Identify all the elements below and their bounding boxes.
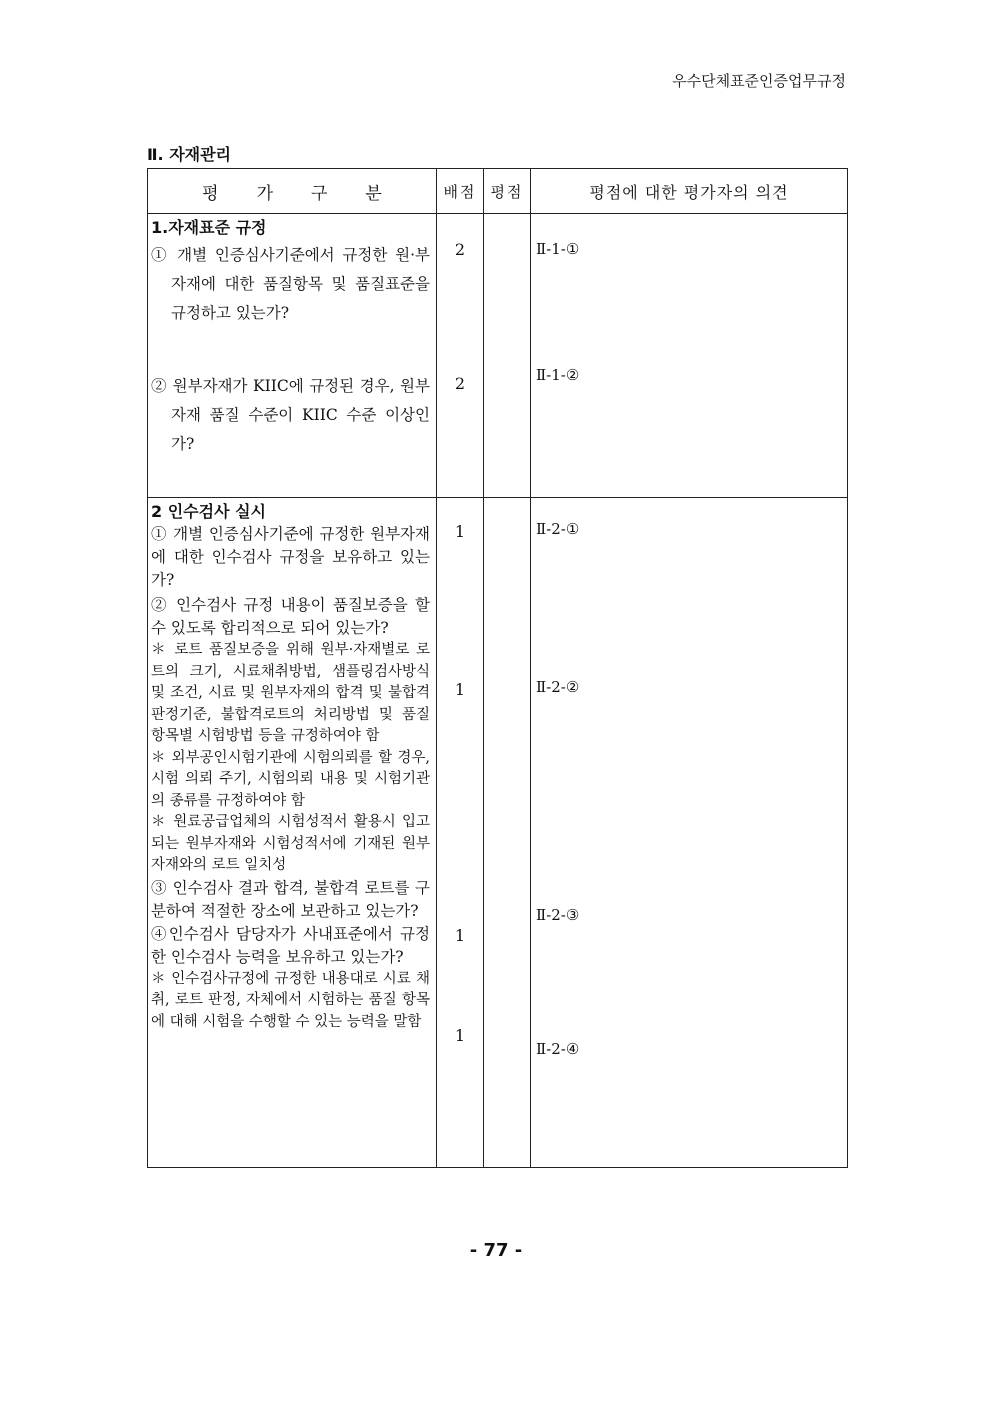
question-text: ④인수검사 담당자가 사내표준에서 규정한 인수검사 능력을 보유하고 있는가? bbox=[151, 924, 430, 966]
table-header-row bbox=[148, 169, 848, 214]
table-row bbox=[148, 498, 848, 1168]
rating-cell[interactable] bbox=[484, 498, 531, 1168]
score-cell bbox=[437, 214, 484, 498]
question-cell bbox=[148, 498, 437, 1168]
opinion-code: Ⅱ-2-② bbox=[536, 678, 580, 696]
score-value: 2 bbox=[454, 240, 466, 259]
question-text: ① 개별 인증심사기준에서 규정한 원·부자재에 대한 품질항목 및 품질표준을 규정하고 있는가? bbox=[151, 246, 430, 322]
note-text: ＊ 인수검사규정에 규정한 내용대로 시료 채취, 로트 판정, 자체에서 시험하는 품질 항목에 대해 시험을 수행할 수 있는 능력을 말함 bbox=[151, 970, 430, 1030]
evaluation-table bbox=[147, 168, 848, 1168]
running-header: 우수단체표준인증업무규정 bbox=[672, 72, 846, 90]
note-text: ＊ 외부공인시험기관에 시험의뢰를 할 경우, 시험 의뢰 주기, 시험의뢰 내용 및 시험기관의 종류를 규정하여야 함 bbox=[151, 749, 430, 809]
question-text: ③ 인수검사 결과 합격, 불합격 로트를 구분하여 적절한 장소에 보관하고 있는가? bbox=[151, 878, 430, 920]
question-text: ② 인수검사 규정 내용이 품질보증을 할 수 있도록 합리적으로 되어 있는가? bbox=[151, 596, 430, 637]
header-category: 평가구분 bbox=[148, 169, 437, 214]
question-text: ② 원부자재가 KIIC에 규정된 경우, 원부자재 품질 수준이 KIIC 수준 이상인가? bbox=[151, 377, 430, 453]
page-number: - 77 - bbox=[469, 1240, 523, 1261]
opinion-code: Ⅱ-1-① bbox=[536, 240, 580, 258]
score-value: 1 bbox=[454, 1026, 466, 1045]
question-cell bbox=[148, 214, 437, 498]
opinion-cell[interactable] bbox=[531, 498, 848, 1168]
group-title: 2 인수검사 실시 bbox=[151, 502, 267, 521]
rating-cell[interactable] bbox=[484, 214, 531, 498]
header-rating: 평점 bbox=[484, 169, 531, 214]
note-text: ＊ 로트 품질보증을 위해 원부·자재별로 로트의 크기, 시료채취방법, 샘플링검사방식 및 조건, 시료 및 원부자재의 합격 및 불합격 판정기준, 불합격로트의 처리방법 및 품질 항목별 시험방법 등을 규정하여야 함 bbox=[151, 642, 430, 744]
score-value: 2 bbox=[454, 374, 466, 393]
opinion-code: Ⅱ-1-② bbox=[536, 366, 580, 384]
opinion-code: Ⅱ-2-③ bbox=[536, 906, 580, 924]
opinion-code: Ⅱ-2-④ bbox=[536, 1040, 580, 1058]
table-row bbox=[148, 214, 848, 498]
header-opinion: 평점에 대한 평가자의 의견 bbox=[531, 169, 848, 214]
score-cell bbox=[437, 498, 484, 1168]
score-value: 1 bbox=[454, 522, 466, 541]
note-text: ＊ 원료공급업체의 시험성적서 활용시 입고되는 원부자재와 시험성적서에 기재된 원부자재와의 로트 일치성 bbox=[151, 814, 430, 873]
score-value: 1 bbox=[454, 680, 466, 699]
opinion-cell[interactable] bbox=[531, 214, 848, 498]
group-title: 1.자재표준 규정 bbox=[151, 218, 267, 237]
header-score: 배점 bbox=[437, 169, 484, 214]
score-value: 1 bbox=[454, 926, 466, 945]
question-text: ① 개별 인증심사기준에 규정한 원부자재에 대한 인수검사 규정을 보유하고 있는가? bbox=[151, 525, 430, 589]
opinion-code: Ⅱ-2-① bbox=[536, 520, 580, 538]
section-title: Ⅱ. 자재관리 bbox=[147, 145, 232, 164]
